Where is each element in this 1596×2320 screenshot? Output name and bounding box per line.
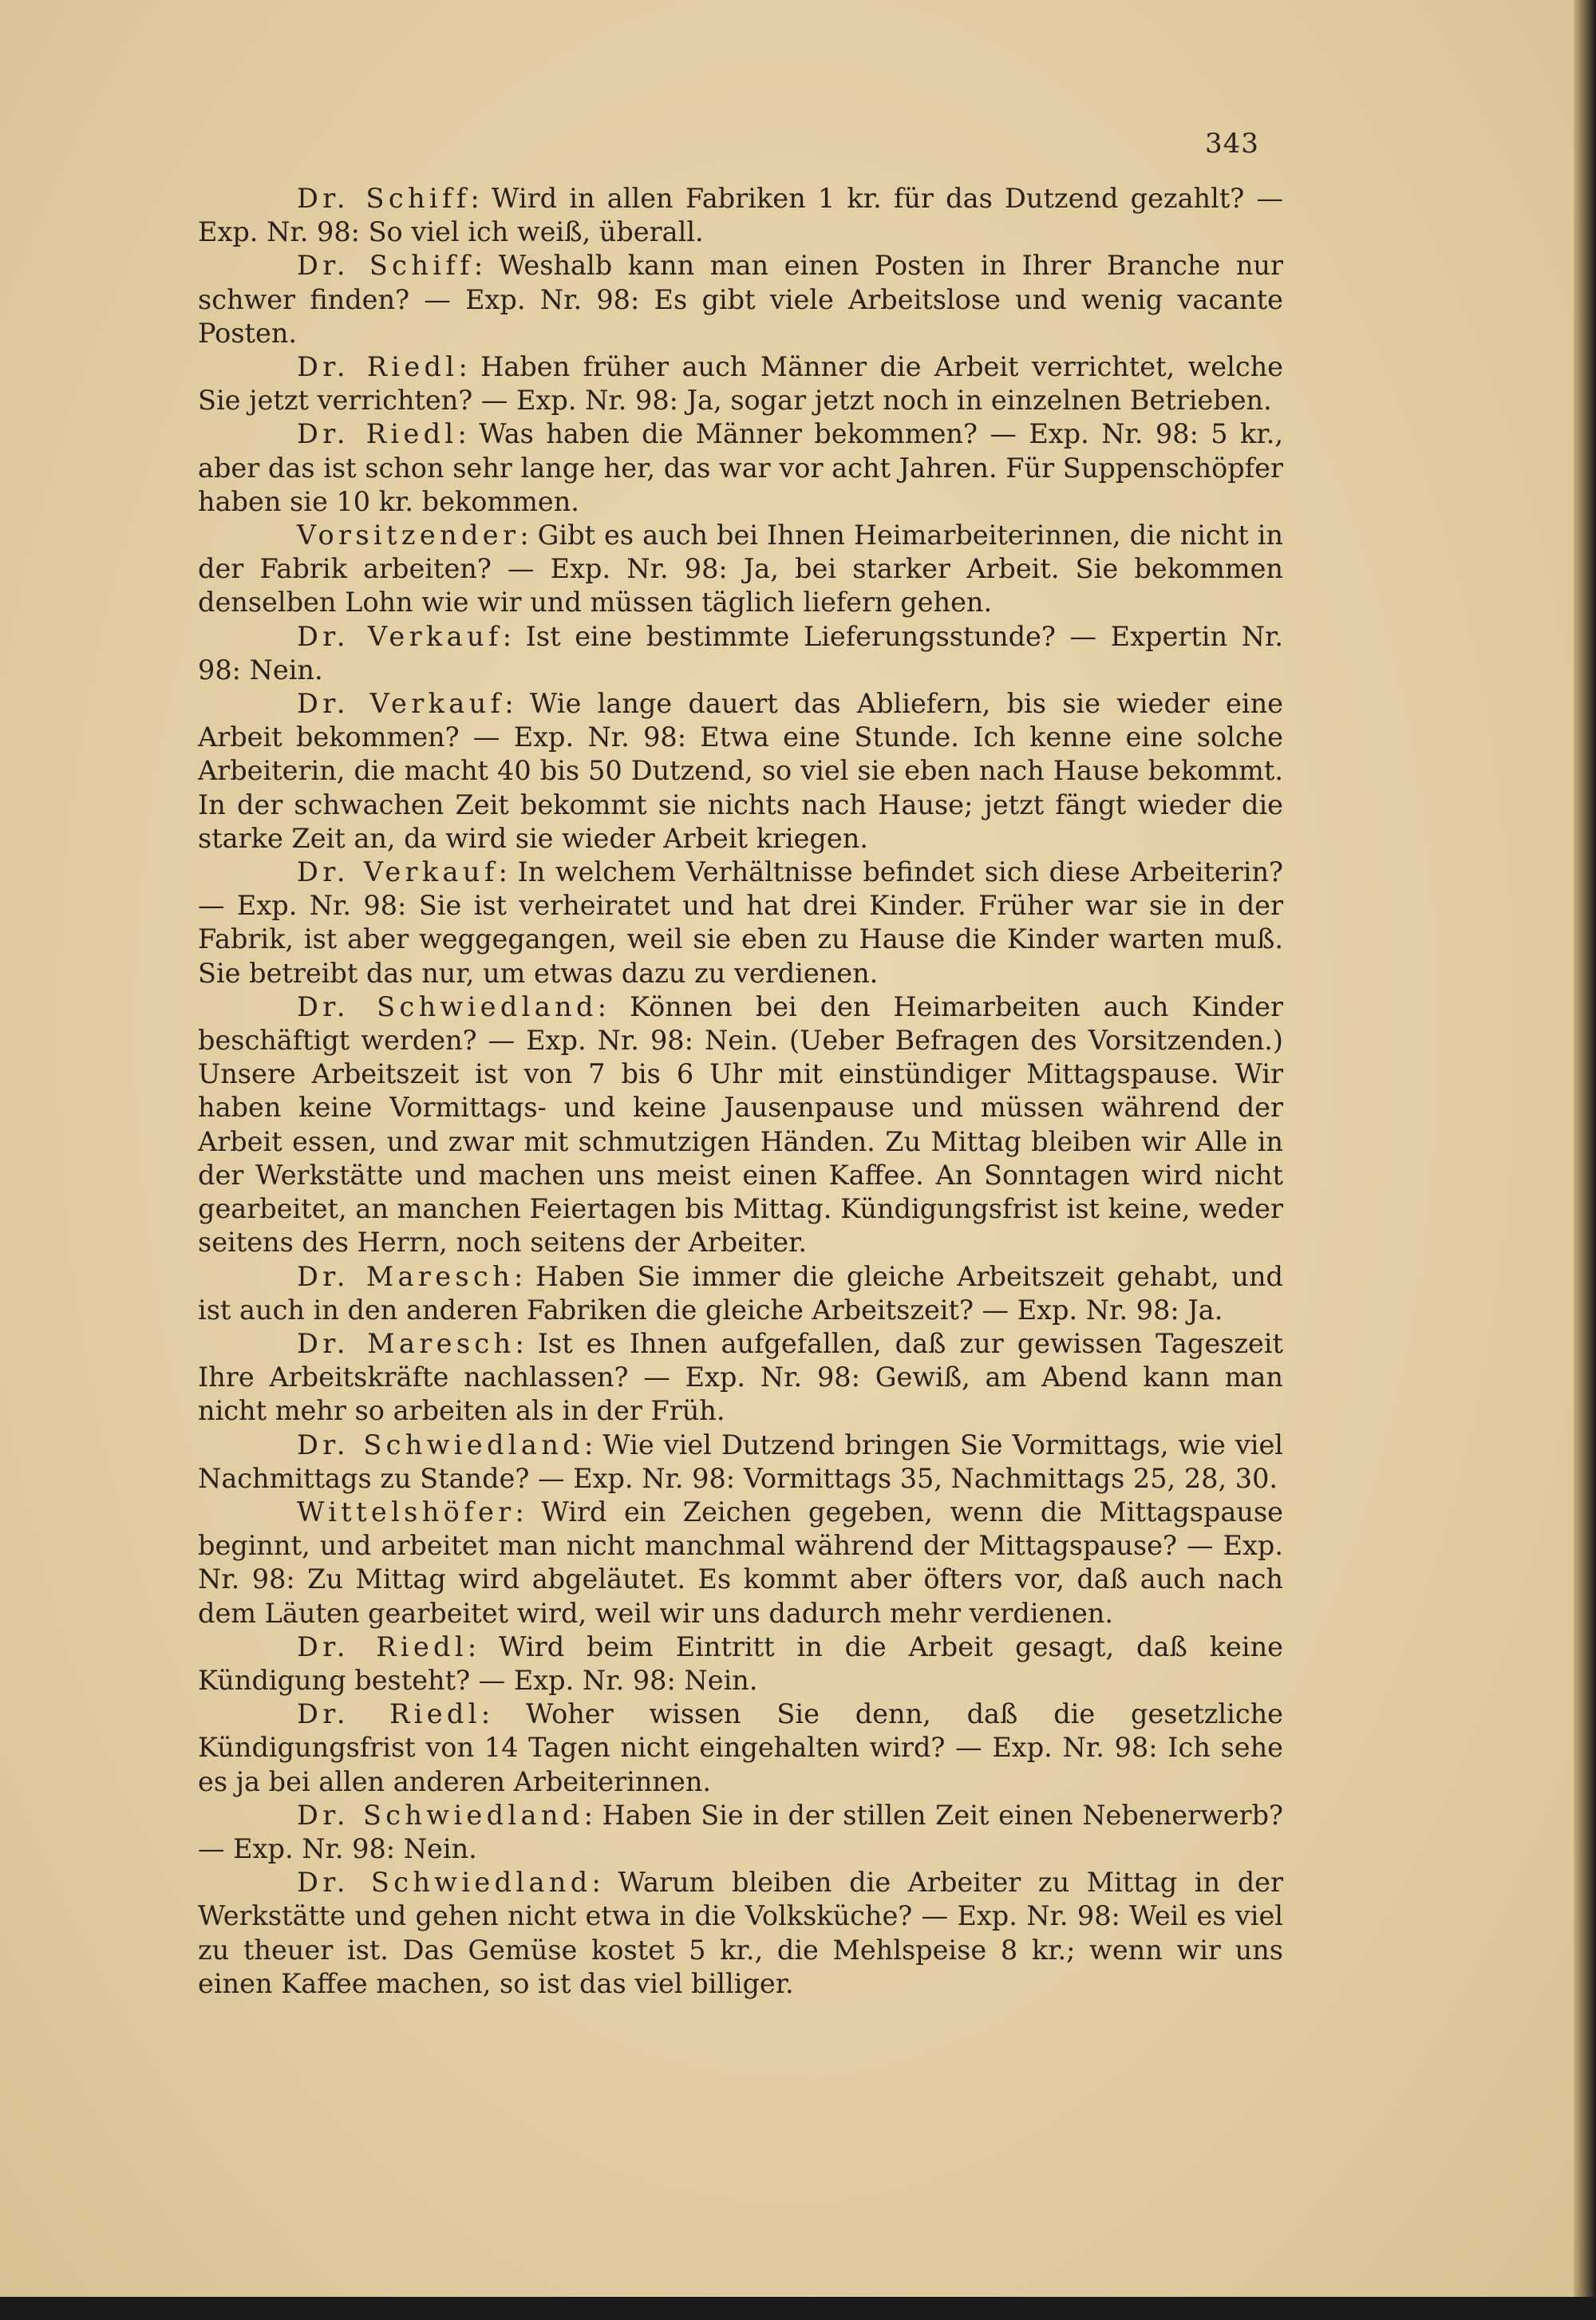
paragraph-text: : Ist eine bestimmte Lieferungsstunde? — Expertin Nr. 98: Nein.: [198, 620, 1283, 686]
speaker-name: Dr. Verkauf: [297, 856, 499, 888]
page-number: 343: [1205, 128, 1259, 160]
page-edge-right: [1574, 0, 1596, 2320]
speaker-name: Dr. Verkauf: [297, 620, 503, 652]
speaker-name: Dr. Schiff: [297, 250, 474, 282]
speaker-name: Dr. Verkauf: [297, 688, 505, 720]
paragraph: [198, 519, 1283, 620]
paragraph-text: : In welchem Verhältnisse befindet sich diese Arbeiterin? — Exp. Nr. 98: Sie ist verheiratet und hat drei Kinder. Früher war sie in der Fabrik, ist aber weggegangen, weil sie eben zu Hause die Kinder warten muß. Sie betreibt das nur, um etwas dazu zu verdienen.: [198, 856, 1283, 989]
paragraph-text: : Wird ein Zeichen gegeben, wenn die Mittagspause beginnt, und arbeitet man nicht manchmal während der Mittagspause? — Exp. Nr. 98: Zu Mittag wird abgeläutet. Es kommt aber öfters vor, daß auch nach dem Läuten gearbeitet wird, weil wir uns dadurch mehr verdienen.: [198, 1496, 1283, 1629]
paragraph-text: : Wird in allen Fabriken 1 kr. für das Dutzend gezahlt? — Exp. Nr. 98: So viel ich weiß, überall.: [198, 183, 1283, 248]
paragraph-text: : Wird beim Eintritt in die Arbeit gesagt, daß keine Kündigung besteht? — Exp. Nr. 98: Nein.: [198, 1630, 1283, 1696]
speaker-name: Vorsitzender: [297, 520, 520, 551]
paragraph: [198, 1327, 1283, 1429]
paragraph: [198, 1260, 1283, 1327]
paragraph-text: : Was haben die Männer bekommen? — Exp. Nr. 98: 5 kr., aber das ist schon sehr lange her, das war vor acht Jahren. Für Suppenschöpfer haben sie 10 kr. bekommen.: [198, 418, 1283, 517]
speaker-name: Dr. Schwiedland: [297, 1867, 592, 1899]
page-edge-bottom: [0, 2297, 1596, 2320]
paragraph-text: : Haben früher auch Männer die Arbeit verrichtet, welche Sie jetzt verrichten? — Exp. Nr. 98: Ja, sogar jetzt noch in einzelnen Betrieben.: [198, 351, 1283, 417]
paragraph: [198, 417, 1283, 519]
paragraph-text: : Ist es Ihnen aufgefallen, daß zur gewissen Tageszeit Ihre Arbeitskräfte nachlassen? — Exp. Nr. 98: Gewiß, am Abend kann man nicht mehr so arbeiten als in der Früh.: [198, 1327, 1283, 1427]
speaker-name: Dr. Riedl: [297, 1698, 481, 1730]
paragraph: [198, 1866, 1283, 2001]
paragraph: [198, 1429, 1283, 1496]
paragraph: [198, 182, 1283, 249]
paragraph: [198, 1630, 1283, 1698]
speaker-name: Dr. Schiff: [297, 183, 471, 214]
paragraph-text: : Haben Sie in der stillen Zeit einen Nebenerwerb? — Exp. Nr. 98: Nein.: [198, 1799, 1283, 1864]
paragraph: [198, 856, 1283, 990]
paragraph: [198, 1799, 1283, 1866]
speaker-name: Dr. Schwiedland: [297, 990, 598, 1022]
speaker-name: Dr. Maresch: [297, 1260, 515, 1292]
speaker-name: Dr. Maresch: [297, 1327, 516, 1359]
paragraph-text: : Können bei den Heimarbeiten auch Kinder beschäftigt werden? — Exp. Nr. 98: Nein. (Ueber Befragen des Vorsitzenden.) Unsere Arbeitszeit ist von 7 bis 6 Uhr mit einstündiger Mittagspause. Wir haben keine Vormittags- und keine Jausenpause und müssen während der Arbeit essen, und zwar mit schmutzigen Händen. Zu Mittag bleiben wir Alle in der Werkstätte und machen uns meist einen Kaffee. An Sonntagen wird nicht gearbeitet, an manchen Feiertagen bis Mittag. Kündigungsfrist ist keine, weder seitens des Herrn, noch seitens der Arbeiter.: [198, 990, 1283, 1259]
speaker-name: Dr. Riedl: [297, 418, 458, 450]
paragraph: [198, 620, 1283, 687]
paragraph-text: : Haben Sie immer die gleiche Arbeitszeit gehabt, und ist auch in den anderen Fabriken die gleiche Arbeitszeit? — Exp. Nr. 98: Ja.: [198, 1260, 1284, 1326]
paragraph-text: : Gibt es auch bei Ihnen Heimarbeiterinnen, die nicht in der Fabrik arbeiten? — Exp. Nr. 98: Ja, bei starker Arbeit. Sie bekommen denselben Lohn wie wir und müssen täglich liefern gehen.: [198, 520, 1283, 619]
paragraph: [198, 350, 1283, 417]
speaker-name: Dr. Riedl: [297, 1630, 468, 1662]
paragraph: [198, 1698, 1283, 1799]
speaker-name: Dr. Schwiedland: [297, 1799, 584, 1831]
speaker-name: Dr. Riedl: [297, 351, 459, 383]
speaker-name: Wittelshöfer: [297, 1496, 516, 1528]
paragraph: [198, 1496, 1283, 1630]
paragraph: [198, 249, 1283, 350]
paragraph-text: : Warum bleiben die Arbeiter zu Mittag in der Werkstätte und gehen nicht etwa in die Volksküche? — Exp. Nr. 98: Weil es viel zu theuer ist. Das Gemüse kostet 5 kr., die Mehlspeise 8 kr.; wenn wir uns einen Kaffee machen, so ist das viel billiger.: [198, 1867, 1284, 1999]
paragraph: [198, 687, 1283, 856]
speaker-name: Dr. Schwiedland: [297, 1429, 584, 1460]
transcript-body: [198, 182, 1283, 2001]
paragraph-text: : Wie lange dauert das Abliefern, bis sie wieder eine Arbeit bekommen? — Exp. Nr. 98: Etwa eine Stunde. Ich kenne eine solche Arbeiterin, die macht 40 bis 50 Dutzend, so viel sie eben nach Hause bekommt. In der schwachen Zeit bekommt sie nichts nach Hause; jetzt fängt wieder die starke Zeit an, da wird sie wieder Arbeit kriegen.: [198, 688, 1283, 854]
paragraph: [198, 990, 1283, 1260]
paragraph-text: : Weshalb kann man einen Posten in Ihrer Branche nur schwer finden? — Exp. Nr. 98: Es gibt viele Arbeitslose und wenig vacante Posten.: [198, 250, 1284, 349]
paragraph-text: : Woher wissen Sie denn, daß die gesetzliche Kündigungsfrist von 14 Tagen nicht eingehalten wird? — Exp. Nr. 98: Ich sehe es ja bei allen anderen Arbeiterinnen.: [198, 1698, 1283, 1797]
paragraph-text: : Wie viel Dutzend bringen Sie Vormittags, wie viel Nachmittags zu Stande? — Exp. Nr. 98: Vormittags 35, Nachmittags 25, 28, 30.: [198, 1429, 1283, 1494]
